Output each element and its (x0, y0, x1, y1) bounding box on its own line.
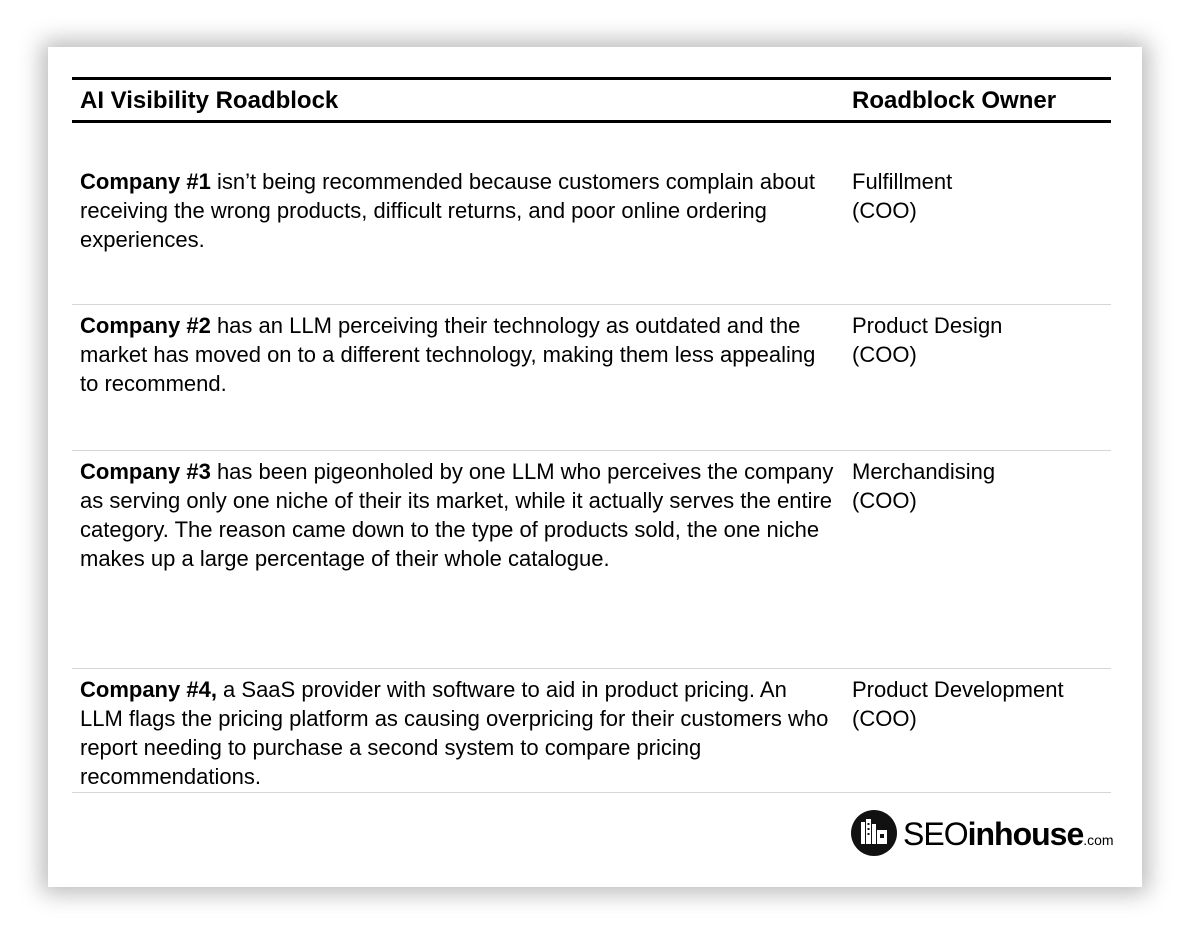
owner-department: Fulfillment (852, 169, 953, 194)
owner-department: Product Design (852, 313, 1003, 338)
building-logo-icon (851, 810, 897, 856)
roadblock-owner (852, 457, 1107, 515)
company-name: Company #1 (80, 169, 211, 194)
roadblock-owner (852, 675, 1107, 733)
roadblock-description (80, 311, 835, 398)
row-divider (72, 792, 1111, 793)
row-divider (72, 304, 1111, 305)
owner-role: (COO) (852, 706, 917, 731)
company-name: Company #3 (80, 459, 211, 484)
table-card (48, 47, 1142, 887)
logo-seo-text: SEO (903, 816, 968, 852)
owner-role: (COO) (852, 198, 917, 223)
company-name: Company #2 (80, 313, 211, 338)
roadblock-owner (852, 311, 1107, 369)
owner-department: Product Development (852, 677, 1064, 702)
owner-role: (COO) (852, 342, 917, 367)
roadblock-text: has an LLM perceiving their technology as outdated and the market has moved on to a different technology, making them less appealing to recommend. (80, 313, 816, 396)
roadblock-text: has been pigeonholed by one LLM who perceives the company as serving only one niche of their its market, while it actually serves the entire category. The reason came down to the type of products sold, the one niche makes up a large percentage of their whole catalogue. (80, 459, 834, 571)
company-name: Company #4, (80, 677, 217, 702)
owner-department: Merchandising (852, 459, 996, 484)
seoinhouse-logo (851, 810, 1114, 858)
row-divider (72, 668, 1111, 669)
logo-com-text: .com (1083, 832, 1114, 848)
row-divider (72, 450, 1111, 451)
logo-wordmark (903, 815, 1114, 859)
owner-role: (COO) (852, 488, 917, 513)
roadblock-text: a SaaS provider with software to aid in product pricing. An LLM flags the pricing platform as causing overpricing for their customers who report needing to purchase a second system to compare pricing recommendations. (80, 677, 829, 789)
header-roadblock: AI Visibility Roadblock (80, 87, 339, 114)
logo-inhouse-text: inhouse (967, 816, 1084, 852)
roadblock-description (80, 457, 835, 573)
table-top-rule (72, 77, 1111, 80)
header-owner: Roadblock Owner (852, 87, 1057, 114)
roadblock-description (80, 675, 835, 791)
roadblock-owner (852, 167, 1107, 225)
roadblock-description (80, 167, 835, 254)
roadblock-text: isn’t being recommended because customers complain about receiving the wrong products, difficult returns, and poor online ordering experiences. (80, 169, 815, 252)
header-bottom-rule (72, 120, 1111, 123)
